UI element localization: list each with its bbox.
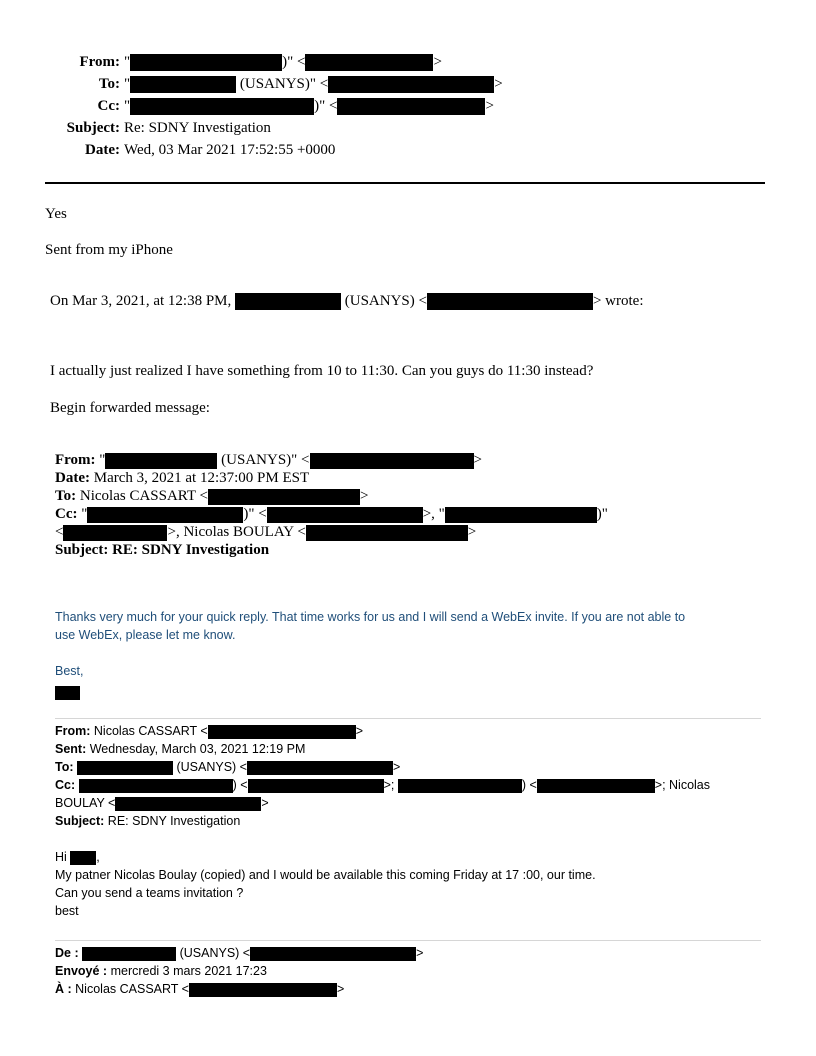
- fwd2-cc-line: Cc: ) < >; ) < >; Nicolas: [55, 778, 711, 792]
- quote-message: I actually just realized I have something from 10 to 11:30. Can you guys do 11:30 instead?: [50, 363, 594, 379]
- header-divider: [45, 182, 765, 184]
- fwd3-divider: [55, 940, 761, 941]
- fwd2-sent-label: Sent:: [55, 742, 87, 756]
- redaction: [130, 76, 236, 93]
- from-value: " )" < >: [124, 54, 442, 70]
- redaction: [247, 761, 393, 775]
- redaction: [445, 507, 597, 523]
- date-label: Date:: [85, 142, 120, 158]
- quote-attribution: [50, 293, 644, 310]
- fwd2-from-line: From: Nicolas CASSART < >: [55, 724, 364, 738]
- redaction: [77, 761, 173, 775]
- fwd1-body2: use WebEx, please let me know.: [55, 628, 236, 642]
- fwd1-subject: RE: SDNY Investigation: [112, 542, 270, 558]
- fwd1-from-org: (USANYS)" <: [221, 452, 310, 468]
- redaction: [82, 947, 176, 961]
- fwd2-cc-label: Cc:: [55, 778, 76, 792]
- begin-forwarded: Begin forwarded message:: [50, 400, 210, 416]
- quote-org: (USANYS) <: [344, 293, 427, 309]
- redaction: [235, 293, 341, 310]
- fwd1-cc-line2: < >, Nicolas BOULAY < >: [55, 524, 477, 540]
- fwd2-line2: Can you send a teams invitation ?: [55, 886, 244, 900]
- redaction: [328, 76, 494, 93]
- fwd3-sent-line: [55, 962, 267, 980]
- fwd1-to-name: Nicolas CASSART <: [79, 488, 209, 504]
- redaction: [87, 507, 243, 523]
- to-org: (USANYS)": [239, 76, 317, 92]
- redaction: [398, 779, 522, 793]
- fwd2-greeting: Hi: [55, 850, 67, 864]
- redaction: [208, 725, 356, 739]
- fwd1-to-line: To: Nicolas CASSART < >: [55, 488, 369, 504]
- fwd1-body: Thanks very much for your quick reply. That time works for us and I will send a WebEx invite. If you are not able to: [55, 610, 686, 624]
- redaction: [105, 453, 217, 469]
- redaction: [79, 779, 233, 793]
- redaction: [248, 779, 384, 793]
- fwd2-from-name: Nicolas CASSART <: [93, 724, 208, 738]
- fwd2-to-org: (USANYS) <: [176, 760, 247, 774]
- fwd1-subject-label: Subject:: [55, 542, 109, 558]
- fwd1-date-line: [55, 469, 309, 487]
- redaction: [70, 851, 96, 865]
- fwd2-subject: RE: SDNY Investigation: [107, 814, 241, 828]
- fwd2-divider: [55, 718, 761, 719]
- redaction: [130, 98, 314, 115]
- fwd2-subject-line: [55, 812, 240, 830]
- cc-value: " )" < >: [124, 98, 494, 114]
- cc-label: Cc:: [97, 98, 120, 114]
- redaction: [306, 525, 468, 541]
- fwd1-subject-line: [55, 541, 269, 559]
- fwd1-closing: Best,: [55, 664, 84, 678]
- redaction: [427, 293, 593, 310]
- fwd3-to-label: À :: [55, 982, 72, 996]
- fwd1-to-label: To:: [55, 488, 77, 504]
- fwd2-cc-line2: BOULAY < >: [55, 796, 269, 810]
- to-label: To:: [98, 76, 120, 92]
- redaction: [208, 489, 360, 505]
- fwd1-cc-line: Cc: " )" < >, " )": [55, 506, 608, 522]
- fwd1-date-label: Date:: [55, 470, 90, 486]
- fwd2-greeting-line: Hi ,: [55, 850, 100, 864]
- redaction: [537, 779, 655, 793]
- to-value: " (USANYS)" < >: [124, 76, 503, 92]
- fwd3-to-name: Nicolas CASSART <: [75, 982, 189, 996]
- date-value: Wed, 03 Mar 2021 17:52:55 +0000: [124, 142, 336, 158]
- reply-text: Yes: [45, 206, 67, 222]
- redaction: [310, 453, 474, 469]
- fwd2-from-label: From:: [55, 724, 91, 738]
- fwd2-line3: best: [55, 904, 79, 918]
- redaction: [55, 686, 80, 700]
- fwd3-from-org: (USANYS) <: [179, 946, 251, 960]
- fwd3-to-line: À : Nicolas CASSART < >: [55, 982, 345, 996]
- fwd2-line1: My patner Nicolas Boulay (copied) and I would be available this coming Friday at 17 :00, our time.: [55, 868, 596, 882]
- redaction: [130, 54, 282, 71]
- redaction: [250, 947, 416, 961]
- fwd1-from-line: From: " (USANYS)" < >: [55, 452, 482, 468]
- redaction: [63, 525, 167, 541]
- fwd2-subject-label: Subject:: [55, 814, 105, 828]
- fwd2-to-label: To:: [55, 760, 74, 774]
- fwd2-sent-line: [55, 740, 305, 758]
- fwd2-sent: Wednesday, March 03, 2021 12:19 PM: [89, 742, 306, 756]
- fwd1-from-label: From:: [55, 452, 96, 468]
- fwd1-signature-redaction: [55, 684, 80, 702]
- fwd1-cc-label: Cc:: [55, 506, 78, 522]
- fwd2-to-line: To: (USANYS) < >: [55, 760, 401, 774]
- redaction: [305, 54, 433, 71]
- subject-value: Re: SDNY Investigation: [124, 120, 271, 136]
- fwd1-cc-tail: , Nicolas BOULAY <: [175, 524, 306, 540]
- redaction: [115, 797, 261, 811]
- redaction: [267, 507, 423, 523]
- fwd3-sent: mercredi 3 mars 2021 17:23: [110, 964, 267, 978]
- fwd3-from-line: De : (USANYS) < >: [55, 946, 424, 960]
- fwd2-cc-name: ; Nicolas: [662, 778, 711, 792]
- fwd1-date: March 3, 2021 at 12:37:00 PM EST: [93, 470, 310, 486]
- quote-suffix: > wrote:: [592, 293, 644, 309]
- reply-signature: Sent from my iPhone: [45, 242, 173, 258]
- fwd2-cc-name2: BOULAY <: [55, 796, 116, 810]
- fwd3-sent-label: Envoyé :: [55, 964, 108, 978]
- subject-label: Subject:: [66, 120, 120, 136]
- redaction: [189, 983, 337, 997]
- from-label: From:: [79, 54, 120, 70]
- redaction: [337, 98, 485, 115]
- quote-prefix: On Mar 3, 2021, at 12:38 PM,: [50, 293, 232, 309]
- fwd3-from-label: De :: [55, 946, 79, 960]
